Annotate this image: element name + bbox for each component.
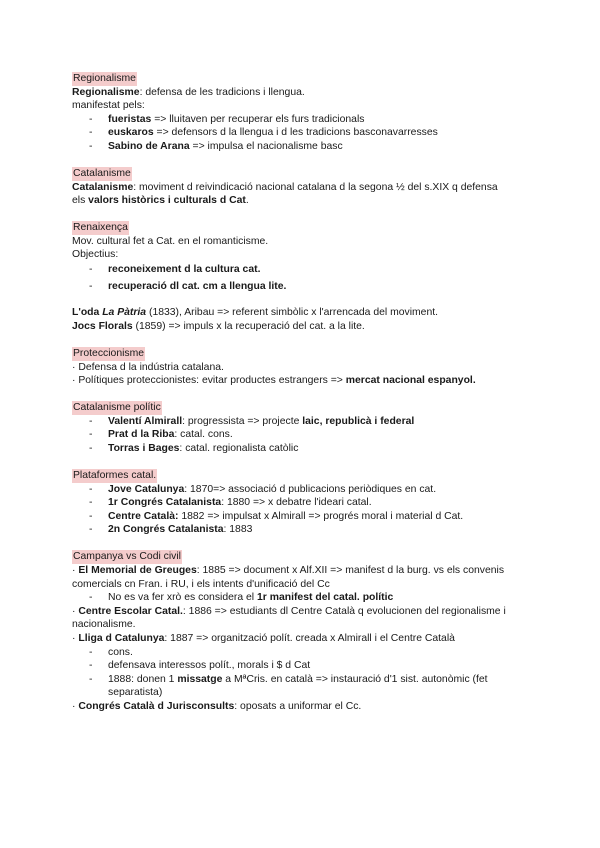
paragraph: · Lliga d Catalunya: 1887 => organització polít. creada x Almirall i el Centre Català bbox=[72, 632, 455, 644]
heading-catalanisme: Catalanisme bbox=[73, 167, 131, 179]
section-campanya bbox=[72, 550, 532, 713]
paragraph: · El Memorial de Greuges: 1885 => document x Alf.XII => manifest d la burg. vs els convenis comercials cn Fran. i RU, i els intents d'unificació del Cc bbox=[72, 564, 505, 590]
heading-plataformes: Plataformes catal. bbox=[73, 470, 157, 481]
section-catalanisme bbox=[72, 167, 532, 208]
list-item: - No es va fer xrò es considera el 1r manifest del catal. polític bbox=[72, 591, 532, 605]
paragraph: L'oda La Pàtria (1833), Aribau => referent simbòlic x l'arrencada del moviment. bbox=[72, 307, 439, 319]
list-item: - Centre Català: 1882 => impulsat x Almirall => progrés moral i material d Cat. bbox=[72, 510, 532, 524]
list-item: - defensava interessos polít., morals i $ d Cat bbox=[72, 659, 532, 673]
heading-campanya: Campanya vs Codi civil bbox=[73, 551, 181, 563]
list-item: - 2n Congrés Catalanista: 1883 bbox=[72, 523, 532, 537]
list-item: - Jove Catalunya: 1870=> associació d publicacions periòdiques en cat. bbox=[72, 483, 532, 497]
paragraph: · Polítiques proteccionistes: evitar productes estrangers => mercat nacional espanyol. bbox=[72, 375, 476, 387]
paragraph: Mov. cultural fet a Cat. en el romanticisme. bbox=[72, 235, 269, 247]
paragraph: · Congrés Català d Jurisconsults: oposats a uniformar el Cc. bbox=[72, 700, 362, 712]
heading-renaixenca: Renaixença bbox=[73, 222, 128, 234]
bullet-list bbox=[72, 113, 532, 154]
heading-catalanisme-politic: Catalanisme polític bbox=[73, 402, 161, 414]
section-plataformes bbox=[72, 469, 532, 537]
paragraph: · Defensa d la indústria catalana. bbox=[72, 361, 224, 373]
section-catalanisme-politic bbox=[72, 401, 532, 455]
section-proteccionisme bbox=[72, 347, 532, 388]
list-item: - fueristas => lluitaven per recuperar els furs tradicionals bbox=[72, 113, 532, 127]
list-item: - recuperació dl cat. cm a llengua lite. bbox=[72, 280, 532, 294]
document-content bbox=[72, 72, 532, 727]
bullet-list bbox=[72, 263, 532, 293]
list-item: - 1r Congrés Catalanista: 1880 => x debatre l'ideari catal. bbox=[72, 496, 532, 510]
paragraph: Objectius: bbox=[72, 249, 119, 261]
heading-proteccionisme: Proteccionisme bbox=[73, 348, 145, 360]
heading-regionalisme: Regionalisme bbox=[73, 73, 136, 84]
paragraph: Regionalisme: defensa de les tradicions i llengua. bbox=[72, 86, 305, 98]
list-item: - reconeixement d la cultura cat. bbox=[72, 263, 532, 277]
list-item: - Torras i Bages: catal. regionalista catòlic bbox=[72, 442, 532, 456]
paragraph: Jocs Florals (1859) => impuls x la recuperació del cat. a la lite. bbox=[72, 321, 365, 333]
list-item: - Prat d la Riba: catal. cons. bbox=[72, 428, 532, 442]
list-item: - Valentí Almirall: progressista => projecte laic, republicà i federal bbox=[72, 415, 532, 429]
paragraph: Catalanisme: moviment d reivindicació nacional catalana d la segona ½ del s.XIX q defensa els valors històrics i culturals d Cat. bbox=[72, 181, 498, 207]
bullet-list bbox=[72, 646, 532, 700]
section-oda bbox=[72, 306, 532, 333]
bullet-list bbox=[72, 483, 532, 537]
paragraph: manifestat pels: bbox=[72, 100, 145, 112]
list-item: - cons. bbox=[72, 646, 532, 660]
paragraph: · Centre Escolar Catal.: 1886 => estudiants dl Centre Català q evolucionen del regionalisme i nacionalisme. bbox=[72, 605, 506, 631]
bullet-list bbox=[72, 415, 532, 456]
section-renaixenca bbox=[72, 221, 532, 293]
list-item: - Sabino de Arana => impulsa el nacionalisme basc bbox=[72, 140, 532, 154]
section-regionalisme bbox=[72, 72, 532, 154]
list-item: - euskaros => defensors d la llengua i d les tradicions basconavarresses bbox=[72, 126, 532, 140]
bullet-list bbox=[72, 591, 532, 605]
list-item: - 1888: donen 1 missatge a MªCris. en català => instauració d'1 sist. autonòmic (fet separatista) bbox=[72, 673, 532, 700]
